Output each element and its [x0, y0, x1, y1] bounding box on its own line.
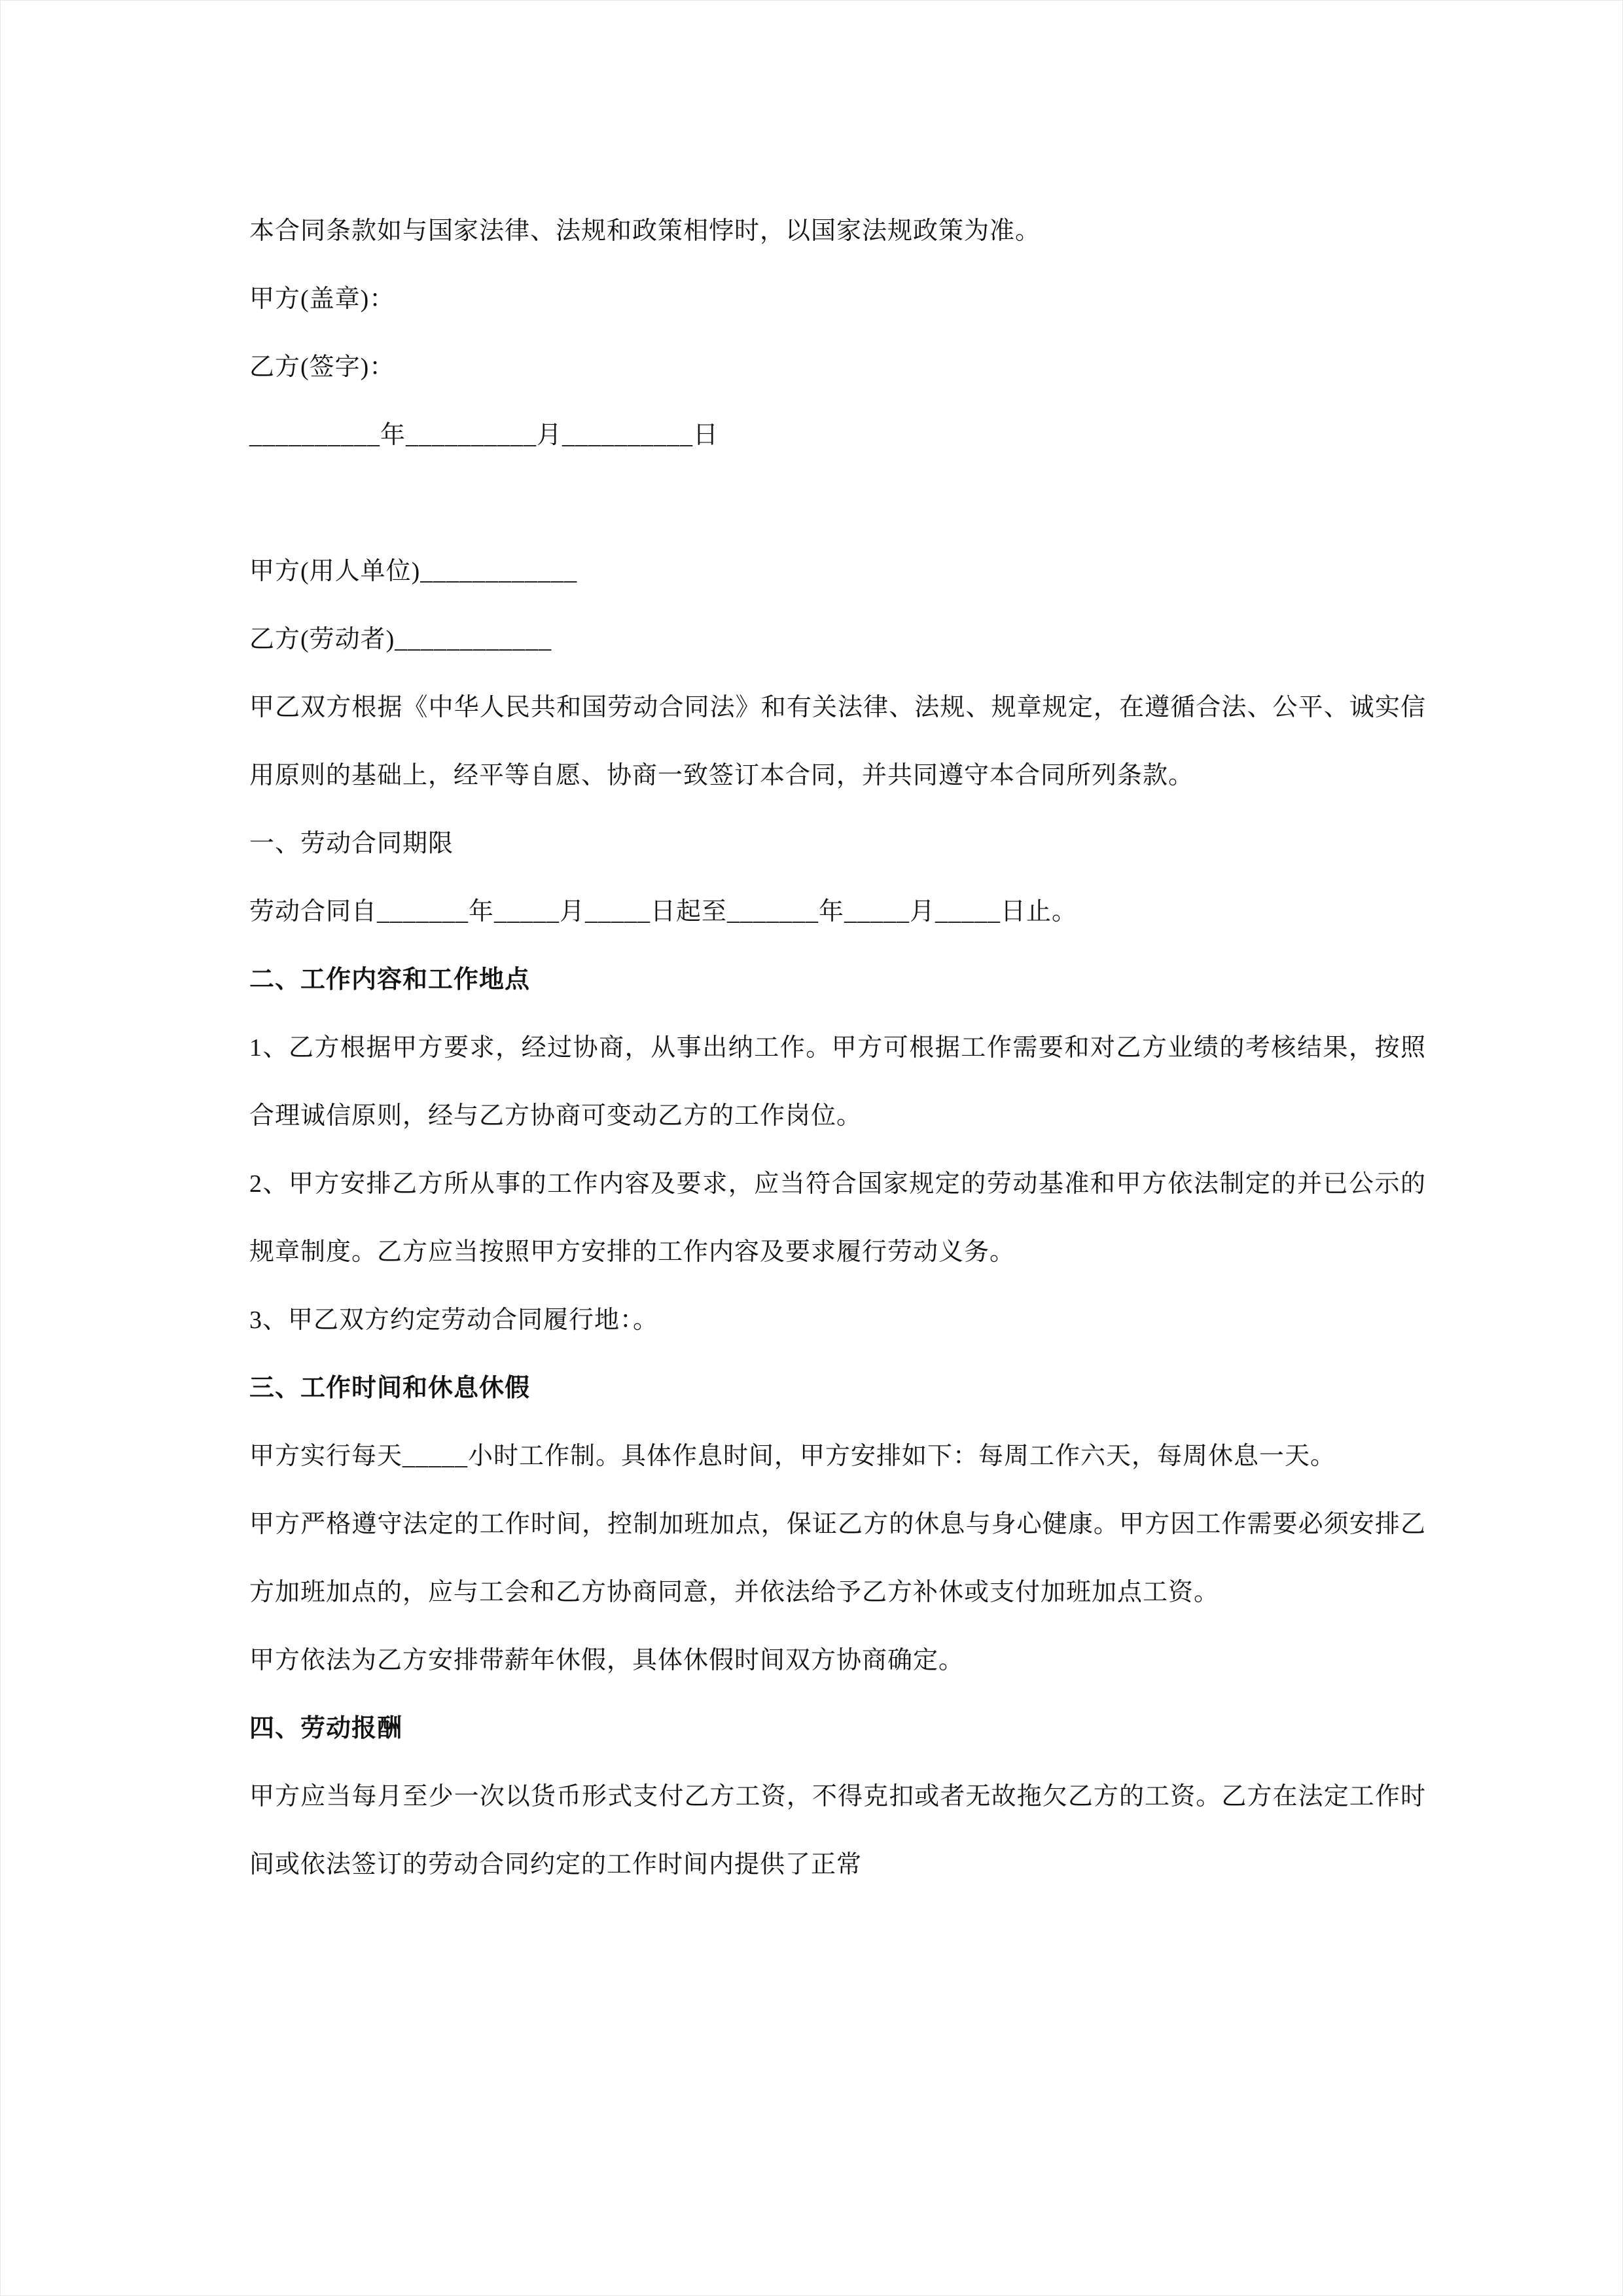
paragraph: 乙方(劳动者)____________: [249, 626, 552, 653]
paragraph: 甲方依法为乙方安排带薪年休假，具体休假时间双方协商确定。: [249, 1647, 965, 1674]
paragraph: 1、乙方根据甲方要求，经过协商，从事出纳工作。甲方可根据工作需要和对乙方业绩的考核结果，按照合理诚信原则，经与乙方协商可变动乙方的工作岗位。: [249, 1034, 1426, 1130]
paragraph: 3、甲乙双方约定劳动合同履行地：。: [249, 1306, 659, 1334]
paragraph: 乙方(签字)：: [249, 353, 395, 381]
paragraph: 四、劳动报酬: [249, 1715, 403, 1742]
paragraph: 本合同条款如与国家法律、法规和政策相悖时，以国家法规政策为准。: [249, 217, 1041, 245]
paragraph: 甲方(盖章)：: [249, 285, 395, 313]
paragraph: 甲方(用人单位)____________: [249, 558, 578, 585]
paragraph: 一、劳动合同期限: [249, 830, 454, 857]
paragraph: 甲方严格遵守法定的工作时间，控制加班加点，保证乙方的休息与身心健康。甲方因工作需要必须安排乙方加班加点的，应与工会和乙方协商同意，并依法给予乙方补休或支付加班加点工资。: [249, 1511, 1426, 1606]
paragraph: 甲方应当每月至少一次以货币形式支付乙方工资，不得克扣或者无故拖欠乙方的工资。乙方在法定工作时间或依法签订的劳动合同约定的工作时间内提供了正常: [249, 1783, 1426, 1878]
paragraph: 甲方实行每天_____小时工作制。具体作息时间，甲方安排如下：每周工作六天，每周休息一天。: [249, 1443, 1336, 1470]
paragraph: 2、甲方安排乙方所从事的工作内容及要求，应当符合国家规定的劳动基准和甲方依法制定的并已公示的规章制度。乙方应当按照甲方安排的工作内容及要求履行劳动义务。: [249, 1170, 1426, 1266]
paragraph: __________年__________月__________日: [249, 422, 719, 449]
paragraph: 二、工作内容和工作地点: [249, 966, 531, 994]
paragraph: 甲乙双方根据《中华人民共和国劳动合同法》和有关法律、法规、规章规定，在遵循合法、公平、诚实信用原则的基础上，经平等自愿、协商一致签订本合同，并共同遵守本合同所列条款。: [249, 694, 1426, 789]
paragraph: 劳动合同自_______年_____月_____日起至_______年_____月_____日止。: [249, 898, 1078, 925]
document-body: [249, 197, 1426, 1899]
paragraph-spacer: [249, 469, 1426, 537]
paragraph: 三、工作时间和休息休假: [249, 1374, 531, 1402]
